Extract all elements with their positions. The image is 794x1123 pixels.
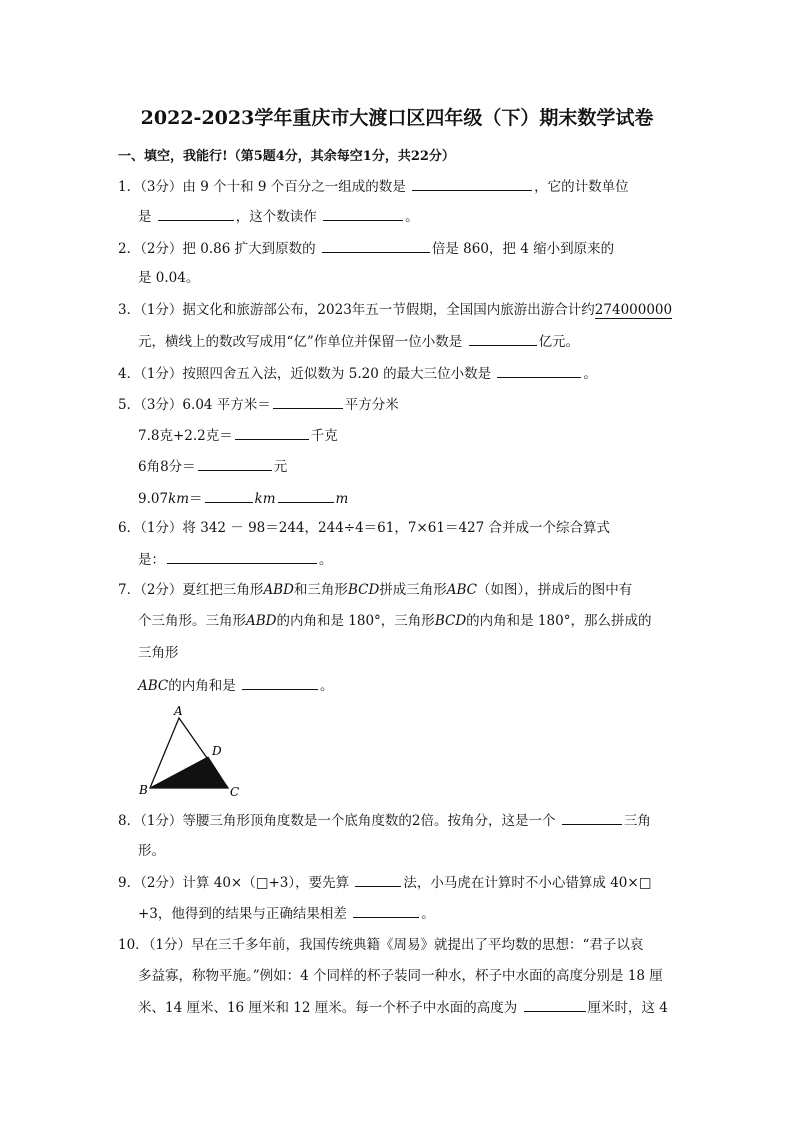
answer-blank[interactable]: [273, 394, 343, 409]
answer-blank[interactable]: [355, 872, 401, 887]
answer-blank[interactable]: [323, 206, 403, 221]
answer-blank[interactable]: [198, 456, 272, 471]
question-4: 4．（1分）按照四舍五入法，近似数为 5.20 的最大三位小数是 。: [118, 363, 597, 384]
question-10: 10．（1分）早在三千多年前，我国传统典籍《周易》就提出了平均数的思想：“君子以哀: [118, 937, 644, 953]
answer-blank[interactable]: [235, 425, 309, 440]
vertex-label-c: C: [230, 785, 240, 798]
question-number: 6．: [118, 520, 141, 536]
answer-blank[interactable]: [497, 363, 581, 378]
answer-blank[interactable]: [205, 488, 253, 503]
answer-blank[interactable]: [167, 549, 317, 564]
question-3: 3．（1分）据文化和旅游部公布，2023年五一节假期，全国国内旅游出游合计约274000000: [118, 302, 673, 318]
question-6: 6．（1分）将 342 － 98＝244，244÷4＝61，7×61＝427 合并成一个综合算式: [118, 520, 611, 536]
question-1-line-2: 是 ，这个数读作 。: [138, 206, 419, 227]
answer-blank[interactable]: [278, 488, 334, 503]
question-number: 2．: [118, 241, 141, 257]
triangle-figure: [136, 702, 246, 798]
page-title: 2022-2023学年重庆市大渡口区四年级（下）期末数学试卷: [140, 107, 654, 129]
vertex-label-b: B: [139, 783, 148, 797]
shaded-triangle-bcd: [150, 757, 228, 788]
question-7: 7．（2分）夏红把三角形ABD和三角形BCD拼成三角形ABC（如图），拼成后的图中有: [118, 582, 633, 598]
question-8-line-2: 形。: [138, 843, 165, 859]
underlined-number: 274000000: [594, 302, 673, 318]
question-10-line-2: 多益寡，称物平施。”例如：4 个同样的杯子装同一种水，杯子中水面的高度分别是 18 厘: [138, 968, 663, 984]
question-9-line-2: +3，他得到的结果与正确结果相差 。: [138, 903, 435, 924]
question-2-line-2: 是 0.04。: [138, 270, 200, 286]
question-1: 1．（3分）由 9 个十和 9 个百分之一组成的数是 ，它的计数单位: [118, 176, 629, 197]
answer-blank[interactable]: [158, 206, 234, 221]
question-5: 5．（3分）6.04 平方米＝ 平方分米: [118, 394, 399, 415]
question-number: 7．: [118, 582, 141, 598]
question-number: 3．: [118, 302, 141, 318]
question-9: 9．（2分）计算 40×（□+3），要先算 法，小马虎在计算时不小心错算成 40×□: [118, 872, 651, 893]
question-7-line-3: 三角形: [138, 645, 179, 661]
answer-blank[interactable]: [412, 176, 532, 191]
question-6-line-2: 是： 。: [138, 549, 333, 570]
question-number: 4．: [118, 366, 141, 382]
question-5-line-3: 6角8分＝ 元: [138, 456, 287, 477]
answer-blank[interactable]: [322, 238, 430, 253]
question-2: 2．（2分）把 0.86 扩大到原数的 倍是 860，把 4 缩小到原来的: [118, 238, 614, 259]
answer-blank[interactable]: [242, 675, 318, 690]
question-7-line-4: ABC的内角和是 。: [138, 675, 334, 696]
answer-blank[interactable]: [524, 997, 586, 1012]
question-7-line-2: 个三角形。三角形ABD的内角和是 180°，三角形BCD的内角和是 180°，那么拼成的: [138, 613, 652, 629]
question-number: 8．: [118, 813, 141, 829]
answer-blank[interactable]: [469, 331, 537, 346]
question-number: 5．: [118, 397, 141, 413]
question-8: 8．（1分）等腰三角形顶角度数是一个底角度数的2倍。按角分，这是一个 三角: [118, 810, 651, 831]
question-10-line-3: 米、14 厘米、16 厘米和 12 厘米。每一个杯子中水面的高度为 厘米时，这 4: [138, 997, 668, 1018]
question-3-line-2: 元，横线上的数改写成用“亿”作单位并保留一位小数是 亿元。: [138, 331, 579, 352]
vertex-label-d: D: [212, 744, 222, 758]
section-heading: 一、填空，我能行!（第5题4分，其余每空1分，共22分）: [118, 149, 455, 164]
question-number: 1．: [118, 179, 141, 195]
answer-blank[interactable]: [562, 810, 622, 825]
question-5-line-2: 7.8克+2.2克＝ 千克: [138, 425, 338, 446]
question-number: 9．: [118, 875, 141, 891]
question-5-line-4: 9.07km＝ km m: [138, 488, 348, 509]
vertex-label-a: A: [174, 704, 183, 718]
answer-blank[interactable]: [353, 903, 419, 918]
question-number: 10．: [118, 937, 149, 953]
